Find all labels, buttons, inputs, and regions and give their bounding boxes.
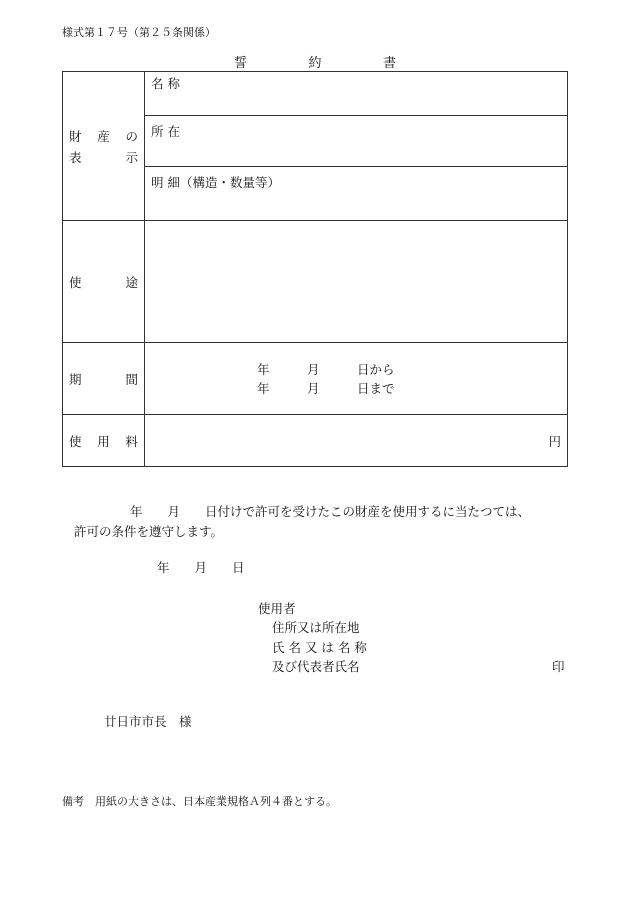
pledge-form-table: [62, 71, 568, 467]
seal-mark: 印: [552, 659, 565, 674]
property-label-cell: [63, 72, 145, 221]
usage-field[interactable]: [145, 221, 568, 343]
property-label-line2: 表 示: [69, 149, 138, 165]
title-char: 誓: [234, 56, 248, 71]
title-char: 書: [382, 56, 396, 71]
details-label: 明 細（構造・数量等）: [151, 175, 280, 190]
details-field[interactable]: [145, 167, 568, 221]
pledge-line-2: 許可の条件を遵守します。: [74, 524, 224, 539]
address-label: 住所又は所在地: [272, 620, 360, 635]
name-label-signer: 氏 名 又 は 名 称: [272, 640, 367, 655]
title-char: 約: [308, 56, 322, 71]
fee-label-cell: 使 用 料: [63, 415, 145, 467]
signer-title: 使用者: [258, 601, 296, 616]
location-label: 所 在: [151, 124, 180, 139]
period-to: 年 月 日まで: [257, 380, 395, 396]
name-label: 名 称: [151, 76, 180, 91]
period-field[interactable]: [145, 343, 568, 415]
document-title: [234, 52, 396, 71]
addressee: 廿日市市長 様: [104, 714, 192, 729]
representative-label: 及び代表者氏名: [272, 659, 360, 674]
usage-label-cell: 使 途: [63, 221, 145, 343]
name-field[interactable]: [145, 72, 568, 116]
fee-unit: 円: [548, 433, 561, 449]
period-label-cell: 期 間: [63, 343, 145, 415]
form-number: 様式第１７号（第２５条関係）: [62, 26, 216, 39]
remarks-note: 備考 用紙の大きさは、日本産業規格Ａ列４番とする。: [62, 795, 337, 808]
location-field[interactable]: [145, 116, 568, 167]
date-line: 年 月 日: [157, 560, 245, 575]
property-label-line1: 財 産 の: [69, 128, 138, 144]
fee-field[interactable]: [145, 415, 568, 467]
pledge-line-1: 年 月 日付けで許可を受けたこの財産を使用するに当たつては、: [130, 504, 531, 519]
period-from: 年 月 日から: [257, 361, 395, 377]
